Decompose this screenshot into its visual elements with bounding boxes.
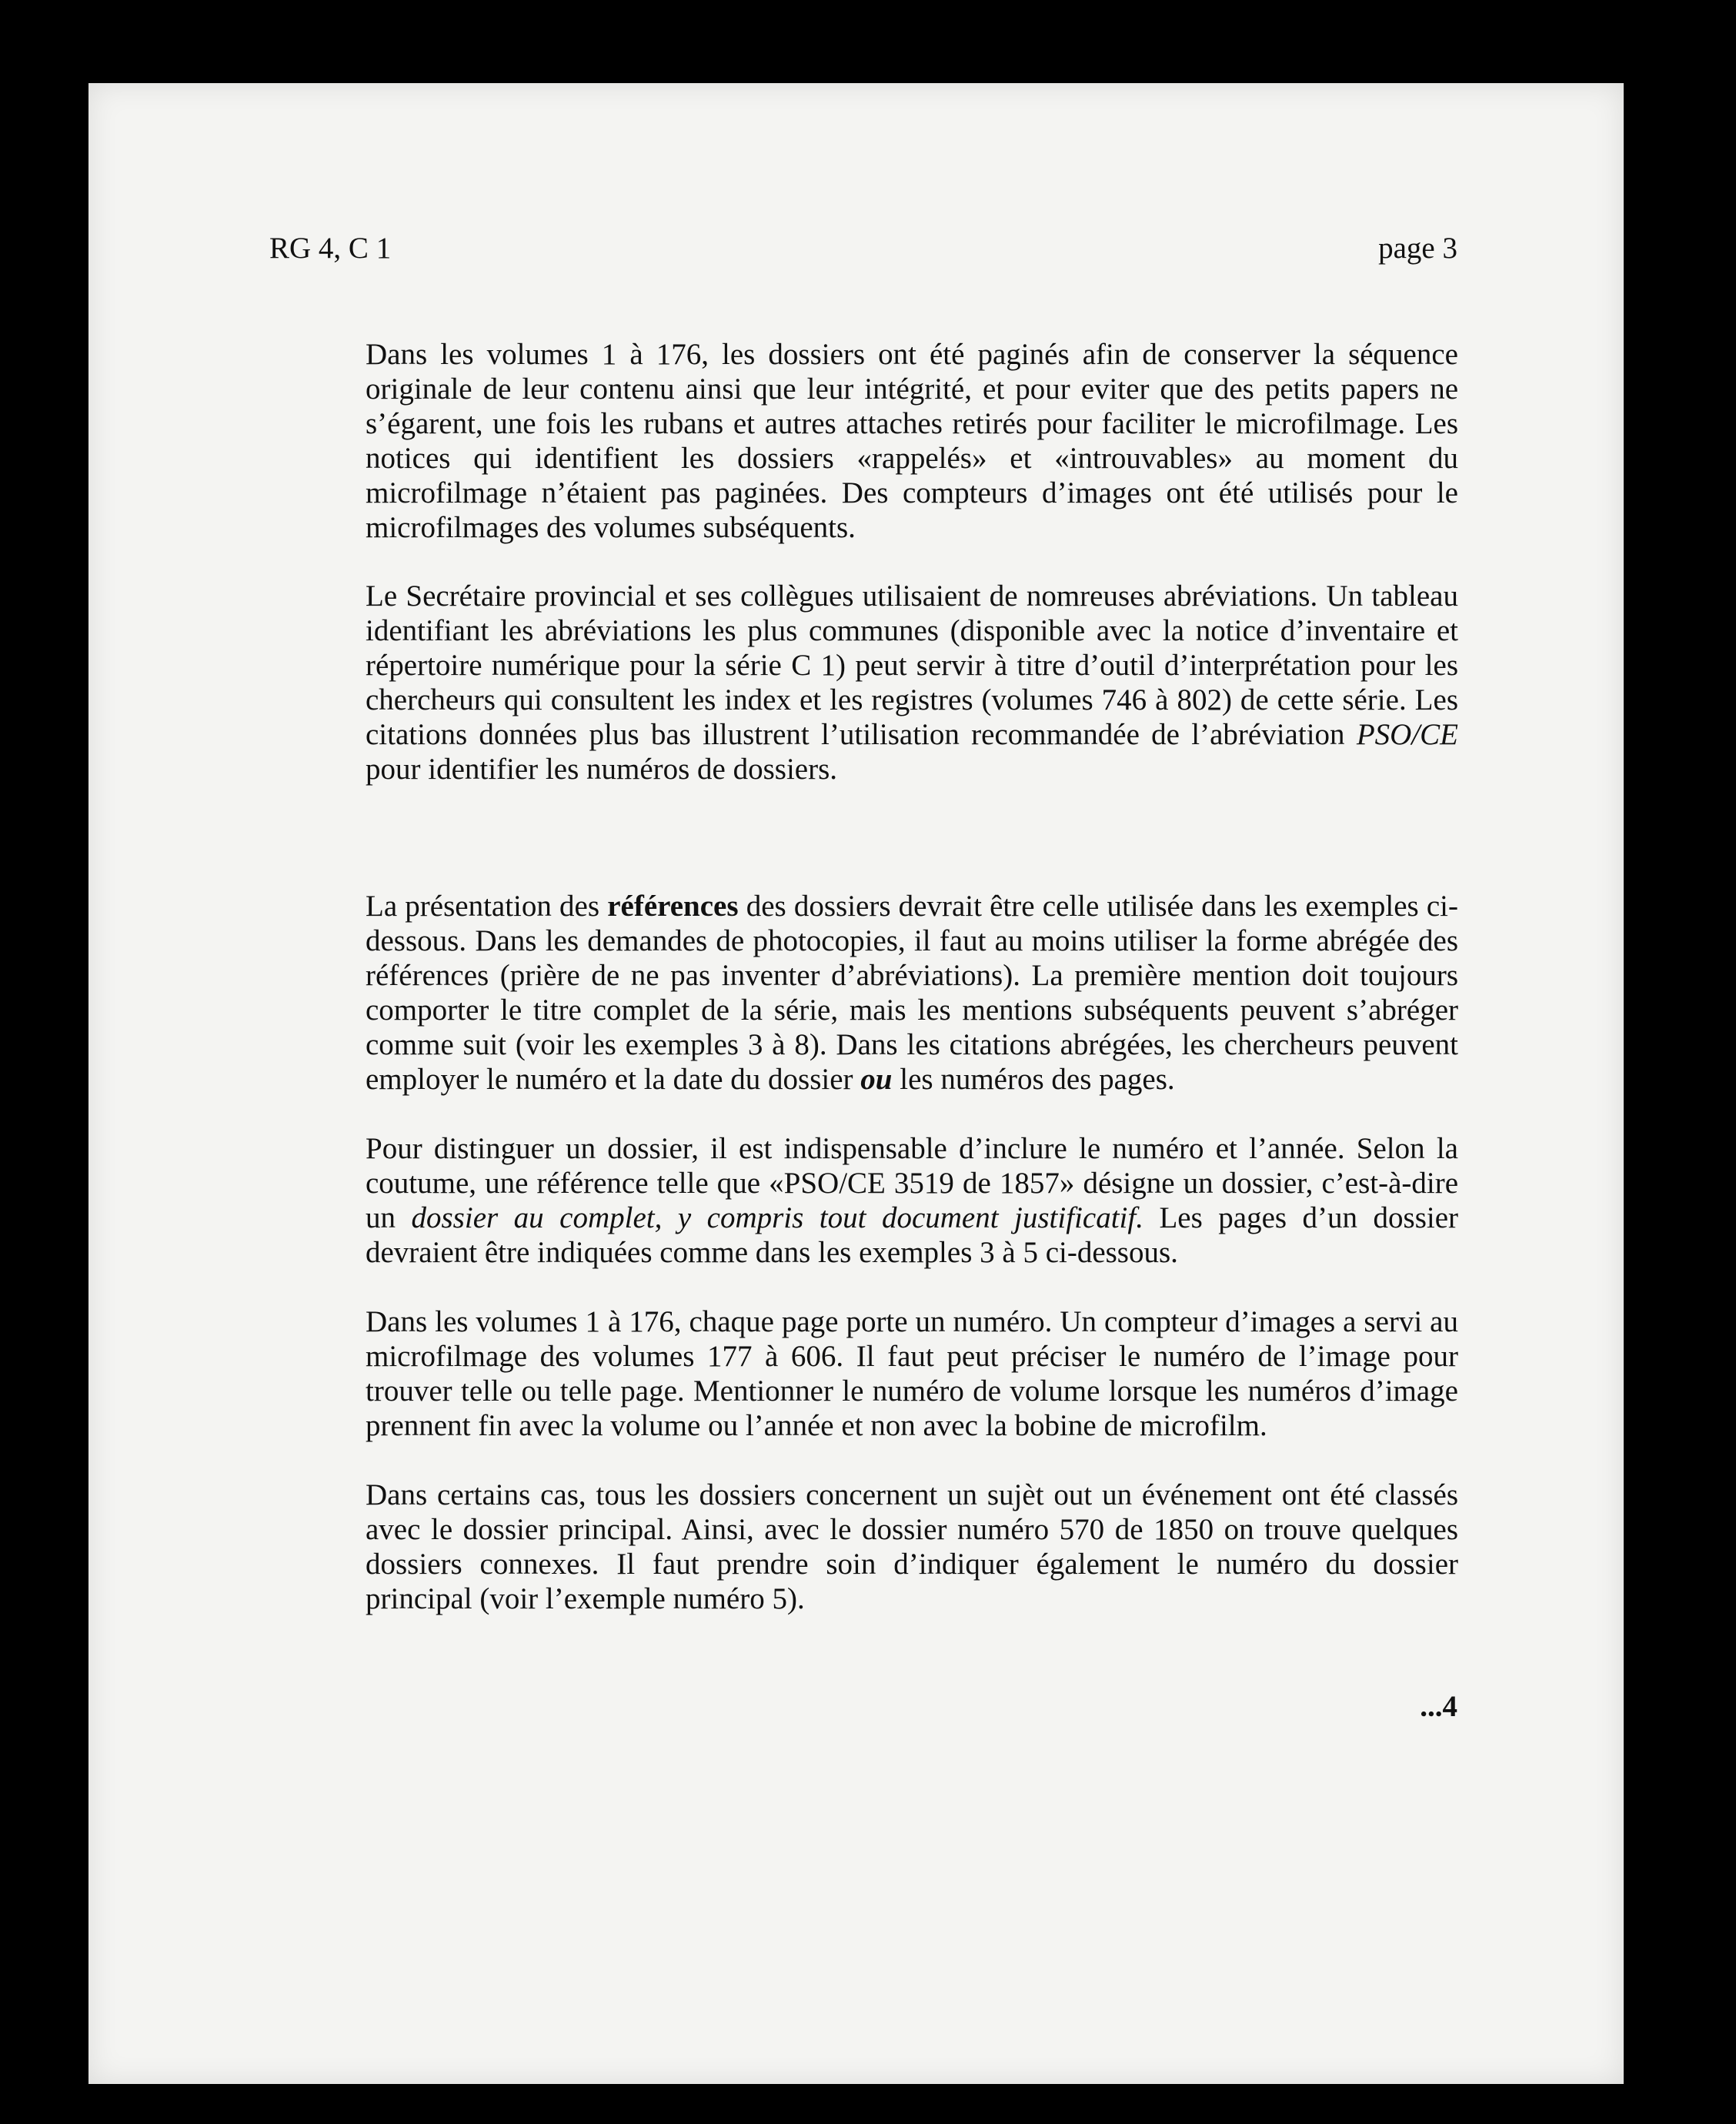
paragraph-3-text-c: les numéros des pages. xyxy=(892,1063,1175,1096)
paragraph-6-text: Dans certains cas, tous les dossiers concernent un sujèt out un événement ont été classés avec le dossier principal. Ainsi, avec le dossier numéro 570 de 1850 on trouve quelques dossiers connexes. Il faut prendre soin d’indiquer également le numéro du dossier principal (voir l’exemple numéro 5). xyxy=(366,1478,1458,1615)
italic-dossier-au-complet: dossier au complet, y compris tout document justificatif. xyxy=(411,1201,1143,1234)
paragraph-4-text-a: Pour distinguer un dossier, il est indispensable d’inclure le numéro et l’année. Selon la coutume, une référence telle que «PSO/CE 3519 de 1857» désigne un dossier, c’est-à-dire un xyxy=(366,1132,1458,1234)
paragraph-3-text-b: des dossiers devrait être celle utilisée dans les exemples ci-dessous. Dans les demandes de photocopies, il faut au moins utiliser la forme abrégée des références (prière de ne pas inventer d’abréviations). La première mention doit toujours comporter le titre complet de la série, mais les mentions subséquents peuvent s’abréger comme suit (voir les exemples 3 à 8). Dans les citations abrégées, les chercheurs peuvent employer le numéro et la date du dossier xyxy=(366,890,1458,1096)
paragraph-3 xyxy=(366,889,1458,1097)
paragraph-1 xyxy=(366,337,1458,545)
paragraph-1-text: Dans les volumes 1 à 176, les dossiers ont été paginés afin de conserver la séquence originale de leur contenu ainsi que leur intégrité, et pour eviter que des petits papers ne s’égarent, une fois les rubans et autres attaches retirés pour faciliter le microfilmage. Les notices qui identifient les dossiers «rappelés» et «introuvables» au moment du microfilmage n’étaient pas paginées. Des compteurs d’images ont été utilisés pour le microfilmages des volumes subséquents. xyxy=(366,338,1458,544)
bold-italic-ou: ou xyxy=(860,1063,893,1096)
paragraph-4-text-b: Les pages d’un dossier devraient être indiquées comme dans les exemples 3 à 5 ci-dessous. xyxy=(366,1201,1459,1269)
paragraph-6 xyxy=(366,1478,1458,1616)
paragraph-5-text: Dans les volumes 1 à 176, chaque page porte un numéro. Un compteur d’images a servi au microfilmage des volumes 177 à 606. Il faut peut préciser le numéro de l’image pour trouver telle ou telle page. Mentionner le numéro de volume lorsque les numéros d’image prennent fin avec la volume ou l’année et non avec la bobine de microfilm. xyxy=(366,1305,1458,1442)
paragraph-2-text-a: Le Secrétaire provincial et ses collègues utilisaient de nomreuses abréviations. Un tableau identifiant les abréviations les plus communes (disponible avec la notice d’inventaire et répertoire numérique pour la série C 1) peut servir à titre d’outil d’interprétation pour les chercheurs qui consultent les index et les registres (volumes 746 à 802) de cette série. Les citations données plus bas illustrent l’utilisation recommandée de l’abréviation xyxy=(366,579,1458,751)
paragraph-2-text-b: pour identifier les numéros de dossiers. xyxy=(366,753,838,786)
paragraph-4 xyxy=(366,1131,1458,1270)
abbreviation-pso-ce: PSO/CE xyxy=(1356,718,1458,751)
series-reference: RG 4, C 1 xyxy=(269,232,392,265)
paragraph-5 xyxy=(366,1304,1458,1443)
paragraph-2 xyxy=(366,579,1458,786)
page-number: page 3 xyxy=(1378,232,1457,265)
continuation-marker: ...4 xyxy=(1420,1690,1457,1723)
paragraph-3-text-a: La présentation des xyxy=(366,890,608,923)
bold-references: références xyxy=(607,890,739,923)
